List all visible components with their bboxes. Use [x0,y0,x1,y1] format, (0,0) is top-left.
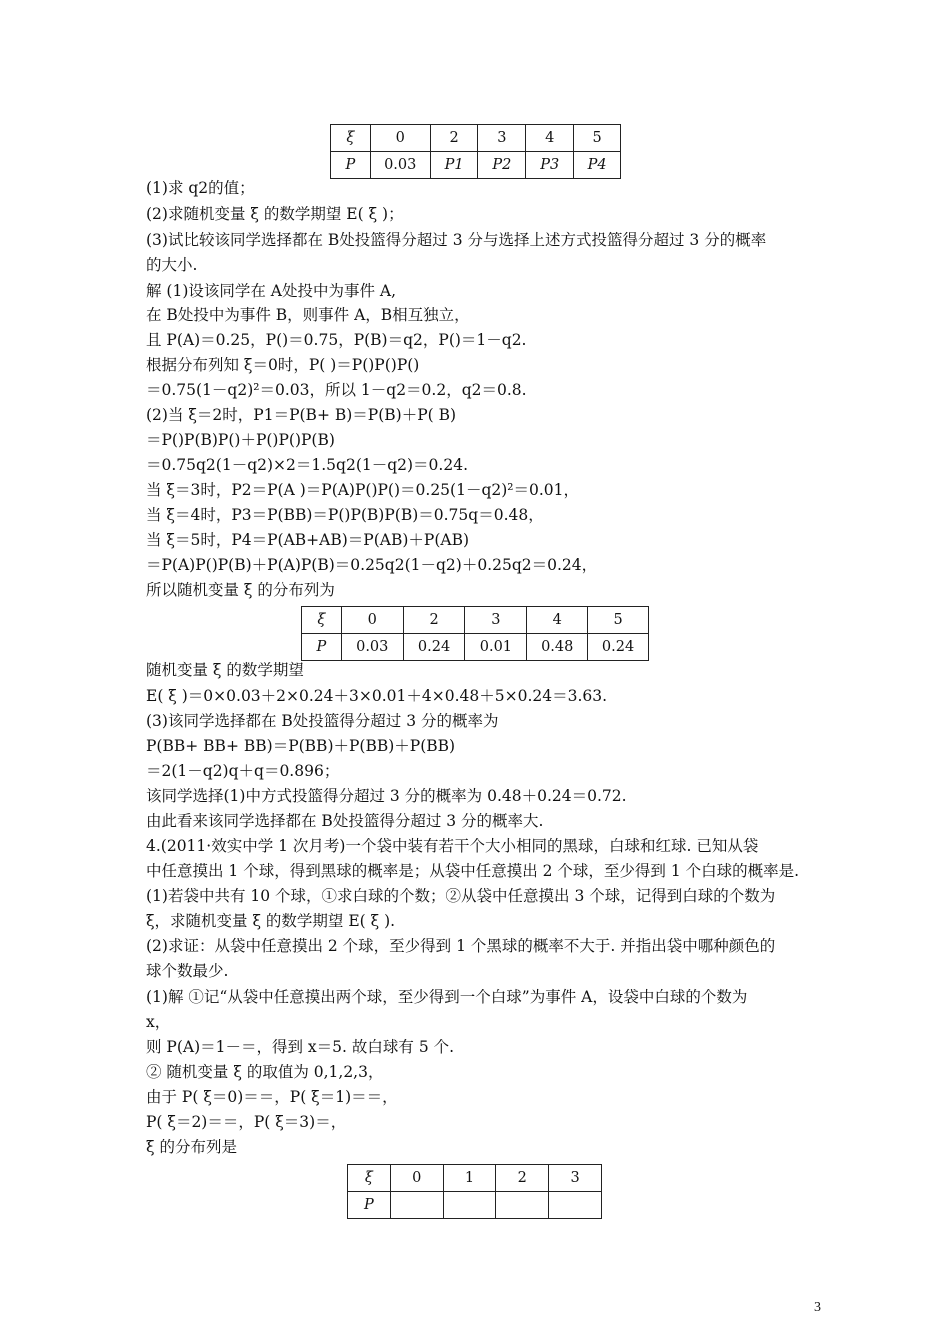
text-line: 4.(2011·效实中学 1 次月考)一个袋中装有若干个大小相同的黑球，白球和红球. 已知从袋 [146,837,759,855]
table-row [302,607,649,634]
text-line: P(BB+ BB+ BB)＝P(BB)＋P(BB)＋P(BB) [146,737,456,755]
text-line: ξ 的分布列是 [146,1138,237,1156]
text-line: ② 随机变量 ξ 的取值为 0,1,2,3， [146,1063,384,1081]
table-cell: 2 [496,1165,549,1192]
table-cell: 2 [430,125,478,152]
page-number: 3 [814,1300,821,1315]
table-cell: 0.03 [341,634,403,661]
text-line: 且 P(A)＝0.25，P()＝0.75，P(B)＝q2，P()＝1－q2. [146,331,527,349]
table-cell: P3 [526,152,574,179]
text-line: 所以随机变量 ξ 的分布列为 [146,581,335,599]
table-cell [443,1192,496,1219]
table-cell [496,1192,549,1219]
table-cell: 5 [588,607,649,634]
text-line: 则 P(A)＝1－＝，得到 x＝5. 故白球有 5 个. [146,1038,455,1056]
text-line: (3)该同学选择都在 B处投篮得分超过 3 分的概率为 [146,712,499,730]
table-cell: 0.48 [527,634,588,661]
table-cell: 0.24 [403,634,465,661]
table-cell: P2 [478,152,526,179]
text-line: ＝P(A)P()P(B)＋P(A)P(B)＝0.25q2(1－q2)＋0.25q2＝0.24， [146,556,598,574]
text-line: P( ξ＝2)＝＝，P( ξ＝3)＝， [146,1113,347,1131]
table-cell: P1 [430,152,478,179]
table-cell: 0 [390,1165,443,1192]
distribution-table-2 [301,606,649,661]
distribution-table-3 [347,1164,602,1219]
text-line: ＝0.75q2(1－q2)×2＝1.5q2(1－q2)＝0.24. [146,456,468,474]
table-cell: 0.24 [588,634,649,661]
table-cell: P4 [574,152,621,179]
table-cell: 4 [526,125,574,152]
text-line: 当 ξ＝4时，P3＝P(BB)＝P()P(B)P(B)＝0.75q＝0.48， [146,506,544,524]
text-line: (2)求证：从袋中任意摸出 2 个球，至少得到 1 个黑球的概率不大于. 并指出袋中哪种颜色的 [146,937,776,955]
table-row [331,152,621,179]
table-cell: ξ [302,607,342,634]
text-line: 随机变量 ξ 的数学期望 [146,661,304,679]
text-line: 由于 P( ξ＝0)＝＝，P( ξ＝1)＝＝， [146,1088,398,1106]
text-line: (1)若袋中共有 10 个球，①求白球的个数；②从袋中任意摸出 3 个球，记得到白球的个数为 [146,887,776,905]
text-line: (3)试比较该同学选择都在 B处投篮得分超过 3 分与选择上述方式投篮得分超过 3 分的概率 [146,231,767,249]
text-line: (2)求随机变量 ξ 的数学期望 E( ξ )； [146,205,404,223]
table-cell: P [331,152,371,179]
table-row [348,1192,602,1219]
table-cell: 3 [549,1165,602,1192]
text-line: 当 ξ＝3时，P2＝P(A )＝P(A)P()P()＝0.25(1－q2)²＝0.01， [146,481,580,499]
distribution-table-1 [330,124,621,179]
text-line: 球个数最少. [146,962,229,980]
text-line: 由此看来该同学选择都在 B处投篮得分超过 3 分的概率大. [146,812,544,830]
table-cell: 0 [370,125,430,152]
text-line: (2)当 ξ＝2时，P1＝P(B+ B)＝P(B)＋P( B) [146,406,457,424]
text-line: 在 B处投中为事件 B，则事件 A，B相互独立， [146,306,470,324]
table-cell: 0.01 [465,634,527,661]
table-cell: 3 [465,607,527,634]
table-cell: 5 [574,125,621,152]
table-cell: P [348,1192,391,1219]
table-cell: 0 [341,607,403,634]
text-line: x， [146,1013,171,1031]
table-cell: 2 [403,607,465,634]
text-line: (1)求 q2的值； [146,179,255,197]
table-cell [549,1192,602,1219]
table-cell: P [302,634,342,661]
text-line: E( ξ )＝0×0.03＋2×0.24＋3×0.01＋4×0.48＋5×0.24＝3.63. [146,687,608,705]
table-cell: 1 [443,1165,496,1192]
text-line: 根据分布列知 ξ＝0时，P( )＝P()P()P() [146,356,420,374]
table-cell: 0.03 [370,152,430,179]
text-line: ＝P()P(B)P()＋P()P()P(B) [146,431,335,449]
text-line: ＝2(1－q2)q＋q＝0.896； [146,762,340,780]
table-row [331,125,621,152]
table-cell: 4 [527,607,588,634]
table-cell [390,1192,443,1219]
text-line: 解 (1)设该同学在 A处投中为事件 A, [146,282,397,300]
text-line: ξ，求随机变量 ξ 的数学期望 E( ξ ). [146,912,396,930]
table-cell: ξ [331,125,371,152]
table-row [302,634,649,661]
table-row [348,1165,602,1192]
text-line: 该同学选择(1)中方式投篮得分超过 3 分的概率为 0.48＋0.24＝0.72. [146,787,627,805]
table-cell: ξ [348,1165,391,1192]
text-line: (1)解 ①记“从袋中任意摸出两个球，至少得到一个白球”为事件 A，设袋中白球的个数为 [146,988,748,1006]
text-line: 当 ξ＝5时，P4＝P(AB+AB)＝P(AB)＋P(AB) [146,531,470,549]
table-cell: 3 [478,125,526,152]
text-line: 中任意摸出 1 个球，得到黑球的概率是；从袋中任意摸出 2 个球，至少得到 1 个白球的概率是. [146,862,800,880]
text-line: 的大小. [146,256,198,274]
text-line: ＝0.75(1－q2)²＝0.03，所以 1－q2＝0.2，q2＝0.8. [146,381,527,399]
